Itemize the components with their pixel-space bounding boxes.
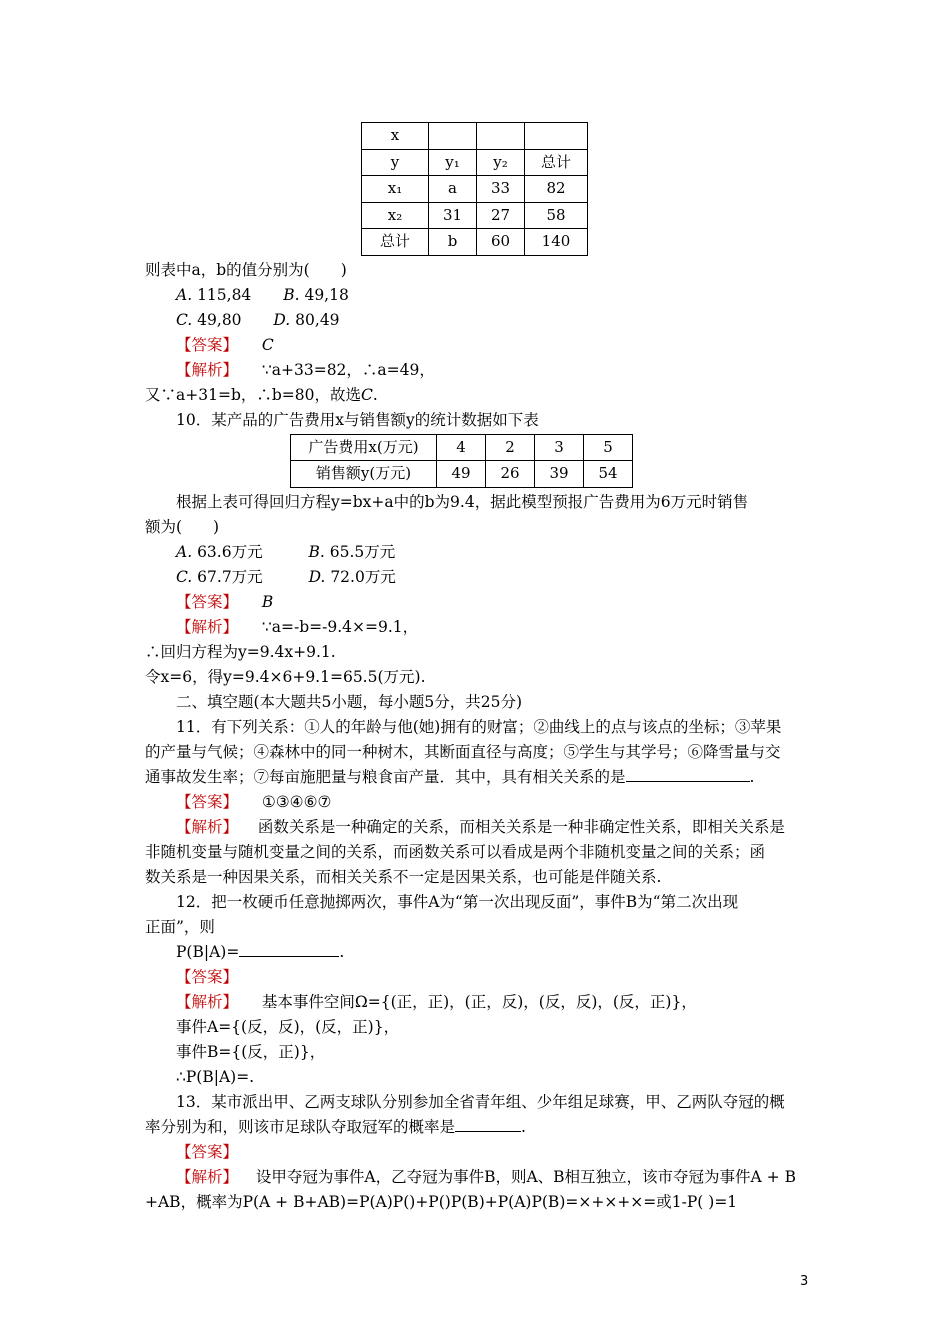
table-row bbox=[291, 461, 633, 488]
q12-line3 bbox=[145, 940, 813, 965]
table-row bbox=[291, 434, 633, 461]
q12-answer bbox=[145, 965, 813, 990]
q12-analysis-line3: 事件B={(反，正)}， bbox=[176, 1042, 326, 1061]
q11-line3 bbox=[145, 765, 813, 790]
analysis-text: ∵a=-b=-9.4×=9.1， bbox=[261, 617, 419, 636]
table-cell: 49 bbox=[437, 461, 486, 488]
analysis-choice: C bbox=[361, 385, 373, 404]
analysis-text: 基本事件空间Ω={(正，正)，(正，反)，(反，反)，(反，正)}， bbox=[261, 992, 697, 1011]
q10-stem: 10．某产品的广告费用x与销售额y的统计数据如下表 bbox=[176, 410, 539, 429]
q11-dot: . bbox=[749, 767, 755, 786]
option-b: 49,18 bbox=[304, 285, 349, 304]
q12-analysis-line4: ∴P(B|A)=. bbox=[176, 1067, 255, 1086]
table-cell: 4 bbox=[437, 434, 486, 461]
option-b: 65.5万元 bbox=[329, 542, 396, 561]
table-row bbox=[362, 202, 588, 229]
q12-dot: . bbox=[339, 942, 345, 961]
q13-line1: 13．某市派出甲、乙两支球队分别参加全省青年组、少年组足球赛，甲、乙两队夺冠的概 bbox=[176, 1092, 785, 1111]
option-a: 115,84 bbox=[197, 285, 252, 304]
option-c: 49,80 bbox=[197, 310, 242, 329]
page-number: 3 bbox=[800, 1274, 809, 1289]
q13-analysis bbox=[145, 1165, 813, 1190]
answer-value: B bbox=[261, 592, 274, 611]
table-cell: 39 bbox=[535, 461, 584, 488]
table-cell: a bbox=[429, 176, 477, 203]
option-c: 67.7万元 bbox=[197, 567, 263, 586]
q10-options-cd bbox=[145, 565, 813, 590]
table-cell: 3 bbox=[535, 434, 584, 461]
table-cell bbox=[429, 123, 477, 150]
q11-line1: 11．有下列关系：①人的年龄与他(她)拥有的财富；②曲线上的点与该点的坐标；③苹果 bbox=[176, 717, 782, 736]
table-row bbox=[362, 229, 588, 256]
analysis-tag: 【解析】 bbox=[176, 360, 239, 379]
table-cell: 27 bbox=[477, 202, 525, 229]
table-cell: 总计 bbox=[362, 229, 429, 256]
table-cell bbox=[477, 123, 525, 150]
q9-analysis bbox=[145, 358, 813, 383]
option-letter: D. bbox=[273, 310, 291, 329]
table-row bbox=[362, 176, 588, 203]
answer-tag: 【答案】 bbox=[176, 335, 239, 354]
analysis-tag: 【解析】 bbox=[176, 817, 239, 836]
ad-sales-table bbox=[290, 434, 633, 488]
analysis-tag: 【解析】 bbox=[176, 1167, 239, 1186]
table-row bbox=[362, 149, 588, 176]
q11-text: 通事故发生率；⑦每亩施肥量与粮食亩产量．其中，具有相关关系的是 bbox=[145, 767, 626, 786]
q13-dot: . bbox=[521, 1117, 526, 1136]
option-letter: D. bbox=[308, 567, 326, 586]
answer-blank bbox=[626, 765, 750, 782]
table-cell: y bbox=[362, 149, 429, 176]
q9-options-cd bbox=[145, 308, 813, 333]
q10-analysis bbox=[145, 615, 813, 640]
analysis-text: 又∵a+31=b，∴b=80，故选 bbox=[145, 385, 361, 404]
q13-answer bbox=[145, 1140, 813, 1165]
table-cell: 销售额y(万元) bbox=[291, 461, 437, 488]
analysis-text: 设甲夺冠为事件A，乙夺冠为事件B，则A、B相互独立，该市夺冠为事件A + B bbox=[255, 1167, 796, 1186]
q9-answer bbox=[145, 333, 813, 358]
option-letter: C. bbox=[176, 567, 193, 586]
answer-tag: 【答案】 bbox=[176, 1142, 239, 1161]
q11-analysis-line3: 数关系是一种因果关系，而相关关系不一定是因果关系，也可能是伴随关系. bbox=[145, 867, 662, 886]
q9-analysis-line2 bbox=[145, 383, 813, 408]
q11-analysis-line2: 非随机变量与随机变量之间的关系，而函数关系可以看成是两个非随机变量之间的关系；函 bbox=[145, 842, 766, 861]
table-cell: 33 bbox=[477, 176, 525, 203]
q11-answer bbox=[145, 790, 813, 815]
q11-line2: 的产量与气候；④森林中的同一种树木，其断面直径与高度；⑤学生与其学号；⑥降雪量与交 bbox=[145, 742, 781, 761]
option-letter: A. bbox=[176, 542, 193, 561]
option-letter: C. bbox=[176, 310, 193, 329]
answer-tag: 【答案】 bbox=[176, 967, 239, 986]
q11-analysis bbox=[145, 815, 813, 840]
answer-blank bbox=[239, 940, 339, 957]
table-cell: x₂ bbox=[362, 202, 429, 229]
table-cell: 140 bbox=[525, 229, 588, 256]
table-cell: y₂ bbox=[477, 149, 525, 176]
analysis-text: ∵a+33=82，∴a=49， bbox=[261, 360, 435, 379]
table-cell: 总计 bbox=[525, 149, 588, 176]
q12-line2: 正面”，则 bbox=[145, 917, 215, 936]
q10-text-line2: 额为( ) bbox=[145, 517, 220, 536]
answer-tag: 【答案】 bbox=[176, 592, 239, 611]
table-cell: 2 bbox=[486, 434, 535, 461]
answer-value: ①③④⑥⑦ bbox=[261, 792, 332, 811]
table-cell: x₁ bbox=[362, 176, 429, 203]
option-letter: B. bbox=[283, 285, 300, 304]
option-letter: A. bbox=[176, 285, 193, 304]
section-heading: 二、填空题(本大题共5小题，每小题5分，共25分) bbox=[176, 692, 523, 711]
option-a: 63.6万元 bbox=[197, 542, 263, 561]
table-cell: x bbox=[362, 123, 429, 150]
analysis-text: 函数关系是一种确定的关系，而相关关系是一种非确定性关系，即相关关系是 bbox=[257, 817, 785, 836]
analysis-tag: 【解析】 bbox=[176, 992, 239, 1011]
table-row bbox=[362, 123, 588, 150]
option-d: 72.0万元 bbox=[330, 567, 396, 586]
table-cell bbox=[525, 123, 588, 150]
q13-analysis-line2: +AB，概率为P(A + B+AB)=P(A)P()+P()P(B)+P(A)P(B)=×+×+×=或1-P( )=1 bbox=[145, 1192, 738, 1211]
table-cell: 82 bbox=[525, 176, 588, 203]
table-cell: 5 bbox=[584, 434, 633, 461]
answer-value: C bbox=[261, 335, 274, 354]
q10-options-ab bbox=[145, 540, 813, 565]
table-cell: 54 bbox=[584, 461, 633, 488]
table-cell: 60 bbox=[477, 229, 525, 256]
q13-line2 bbox=[145, 1115, 813, 1140]
q10-answer bbox=[145, 590, 813, 615]
answer-blank bbox=[455, 1115, 521, 1132]
q12-text: P(B|A)= bbox=[176, 942, 240, 961]
option-letter: B. bbox=[308, 542, 325, 561]
q13-text: 率分别为和，则该市足球队夺取冠军的概率是 bbox=[145, 1117, 456, 1136]
analysis-tag: 【解析】 bbox=[176, 617, 239, 636]
q12-analysis bbox=[145, 990, 813, 1015]
table-cell: 31 bbox=[429, 202, 477, 229]
q10-analysis-line2: ∴回归方程为y=9.4x+9.1. bbox=[145, 642, 336, 661]
option-d: 80,49 bbox=[295, 310, 340, 329]
q12-line1: 12．把一枚硬币任意抛掷两次，事件A为“第一次出现反面”，事件B为“第二次出现 bbox=[176, 892, 739, 911]
q9-stem: 则表中a，b的值分别为( ) bbox=[145, 260, 347, 279]
table-cell: y₁ bbox=[429, 149, 477, 176]
q9-options-ab bbox=[145, 283, 813, 308]
q10-text: 根据上表可得回归方程y=bx+a中的b为9.4，据此模型预报广告费用为6万元时销售 bbox=[176, 492, 749, 511]
analysis-dot: . bbox=[372, 385, 378, 404]
table-cell: 58 bbox=[525, 202, 588, 229]
answer-tag: 【答案】 bbox=[176, 792, 239, 811]
q10-analysis-line3: 令x=6，得y=9.4×6+9.1=65.5(万元). bbox=[145, 667, 426, 686]
q12-analysis-line2: 事件A={(反，反)，(反，正)}， bbox=[176, 1017, 400, 1036]
contingency-table bbox=[361, 122, 588, 256]
table-cell: b bbox=[429, 229, 477, 256]
page-content bbox=[145, 122, 813, 1215]
table-cell: 26 bbox=[486, 461, 535, 488]
table-cell: 广告费用x(万元) bbox=[291, 434, 437, 461]
